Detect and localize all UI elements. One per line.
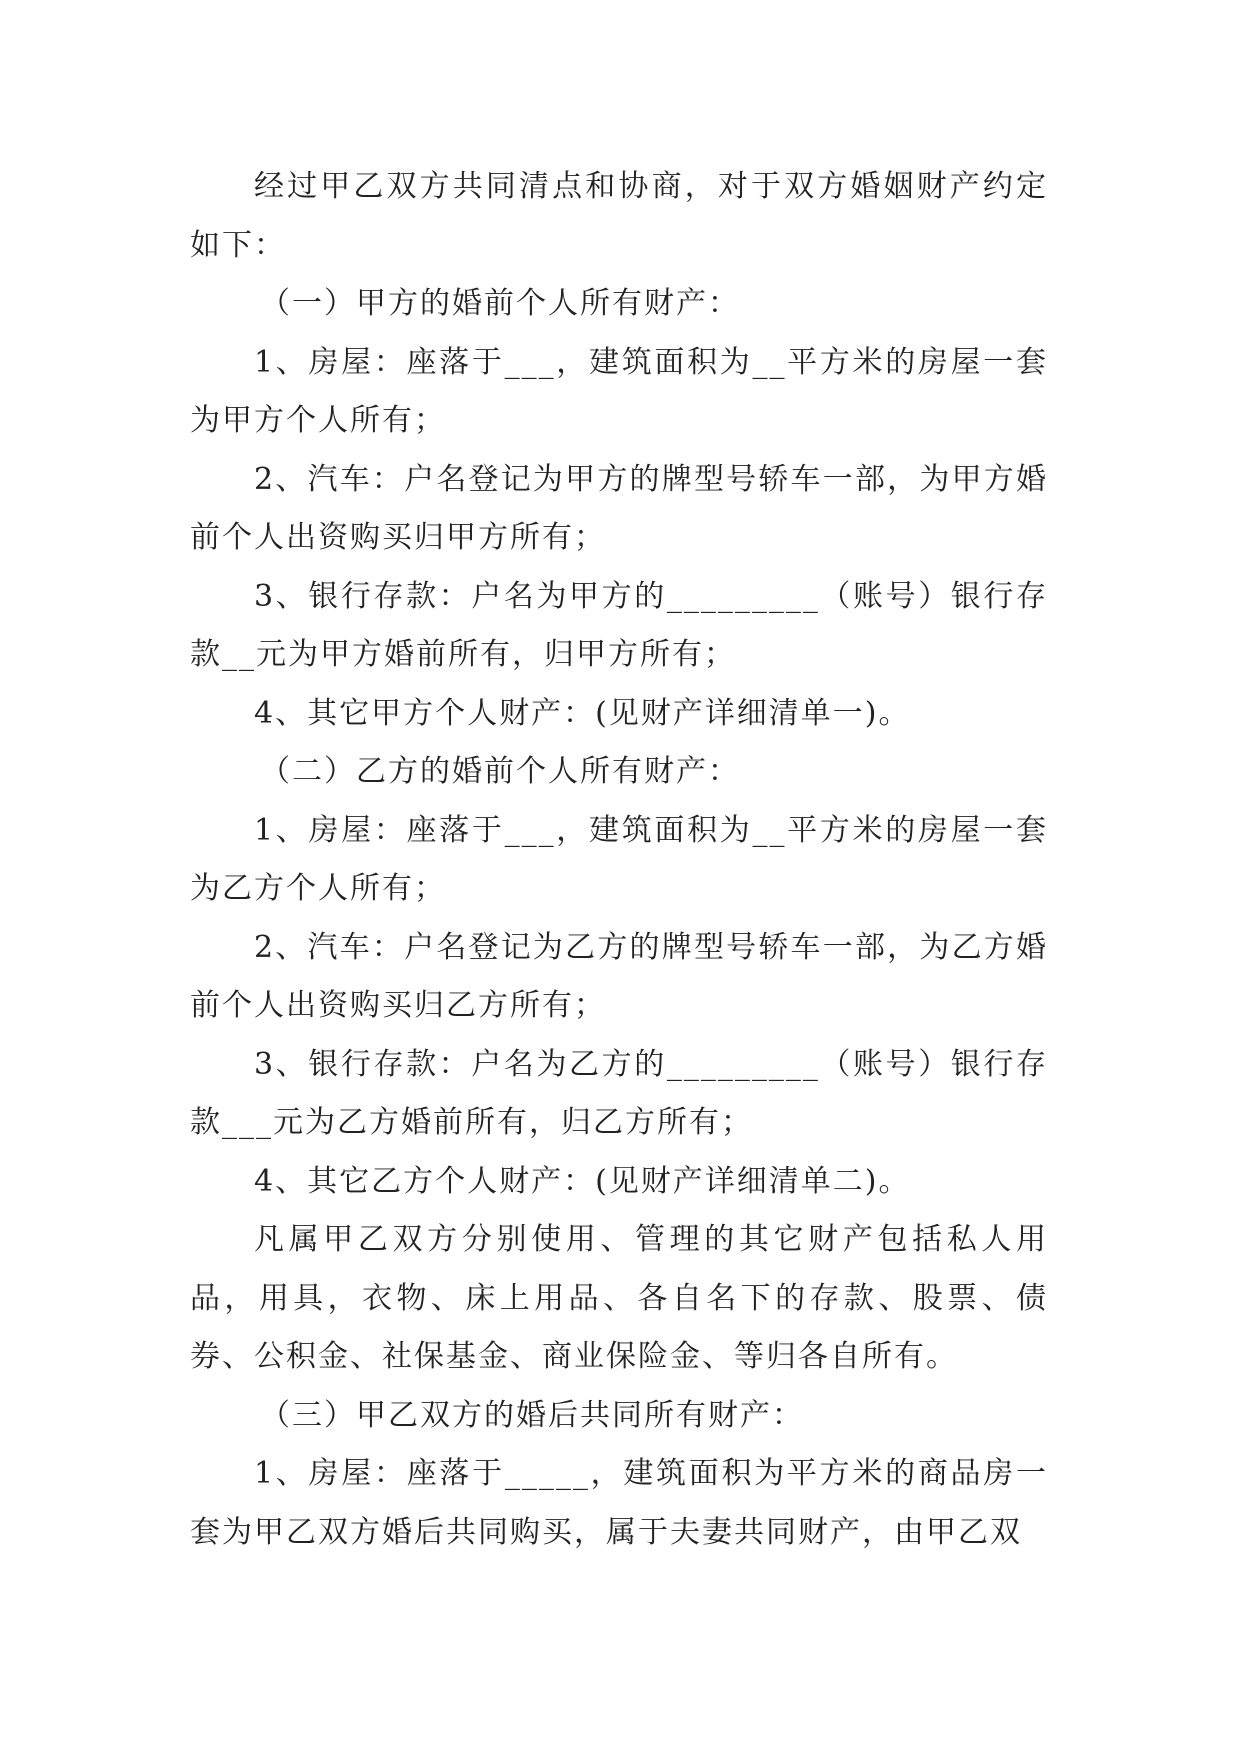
list-item: 1、房屋：座落于_____，建筑面积为平方米的商品房一套为甲乙双方婚后共同购买，属于夫妻共同财产，由甲乙双: [190, 1456, 1048, 1550]
list-item: 4、其它甲方个人财产：(见财产详细清单一)。: [254, 695, 911, 731]
section-heading: （三）甲乙双方的婚后共同所有财产：: [260, 1397, 804, 1433]
list-item: 4、其它乙方个人财产：(见财产详细清单二)。: [254, 1163, 911, 1199]
document-body: [190, 158, 1048, 1562]
list-item: 1、房屋：座落于___，建筑面积为__平方米的房屋一套为甲方个人所有；: [190, 344, 1048, 438]
other-property-paragraph: 凡属甲乙双方分别使用、管理的其它财产包括私人用品，用具，衣物、床上用品、各自名下的存款、股票、债券、公积金、社保基金、商业保险金、等归各自所有。: [190, 1222, 1048, 1374]
intro-paragraph: 经过甲乙双方共同清点和协商，对于双方婚姻财产约定如下：: [190, 169, 1048, 263]
list-item: 3、银行存款：户名为乙方的_________（账号）银行存款___元为乙方婚前所有，归乙方所有；: [190, 1046, 1048, 1140]
list-item: 2、汽车：户名登记为甲方的牌型号轿车一部，为甲方婚前个人出资购买归甲方所有；: [190, 461, 1048, 555]
section-heading: （二）乙方的婚前个人所有财产：: [260, 754, 740, 789]
section-heading: （一）甲方的婚前个人所有财产：: [260, 286, 740, 321]
list-item: 1、房屋：座落于___，建筑面积为__平方米的房屋一套为乙方个人所有；: [190, 812, 1048, 906]
list-item: 3、银行存款：户名为甲方的_________（账号）银行存款__元为甲方婚前所有，归甲方所有；: [190, 578, 1048, 672]
list-item: 2、汽车：户名登记为乙方的牌型号轿车一部，为乙方婚前个人出资购买归乙方所有；: [190, 929, 1048, 1023]
